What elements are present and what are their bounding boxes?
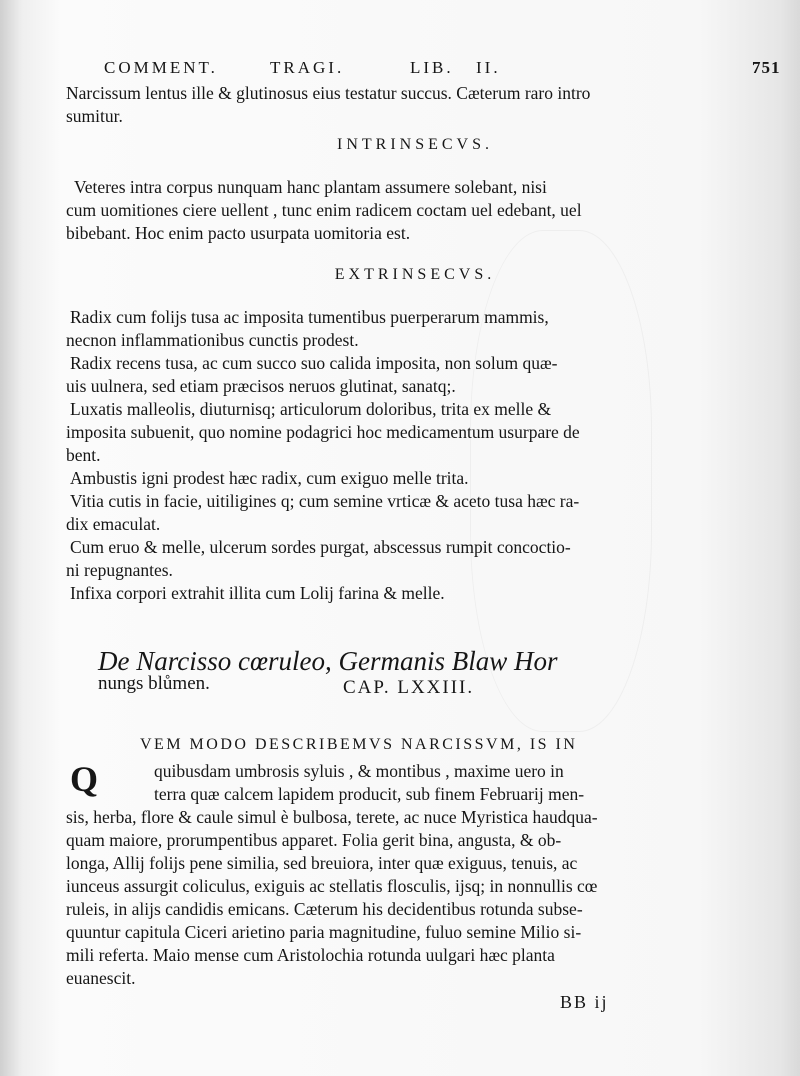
text-line: Radix recens tusa, ac cum succo suo calida imposita, non solum quæ- [70, 353, 558, 373]
text-line: bibebant. Hoc enim pacto usurpata uomitoria est. [66, 223, 411, 243]
drop-capital: Q [70, 759, 99, 799]
chapter-title-continued: nungs blůmen. [98, 673, 210, 694]
text-line: Infixa corpori extrahit illita cum Lolij farina & melle. [70, 583, 445, 603]
text-line: Ambustis igni prodest hæc radix, cum exiguo melle trita. [70, 468, 469, 488]
text-line: sumitur. [66, 106, 123, 126]
text-line: ni repugnantes. [66, 560, 173, 580]
text-line: ruleis, in alijs candidis emicans. Cæterum his decidentibus rotunda subse- [66, 899, 583, 919]
running-header [104, 56, 781, 84]
text-line: uis uulnera, sed etiam præcisos neruos glutinat, sanatq;. [66, 376, 456, 396]
page-number: 751 [752, 58, 781, 77]
text-line: iunceus assurgit coliculus, exiguis ac stellatis flosculis, ijsq; in nonnullis cœ [66, 876, 598, 896]
signature-mark: BB ij [560, 992, 609, 1012]
header-title: COMMENT. [104, 58, 218, 77]
chapter-number: CAP. LXXIII. [343, 677, 475, 698]
intro-paragraph [66, 82, 656, 128]
text-line: Luxatis malleolis, diuturnisq; articulorum doloribus, trita ex melle & [70, 399, 552, 419]
text-line: necnon inflammationibus cunctis prodest. [66, 330, 359, 350]
text-line: bent. [66, 445, 101, 465]
chapter-title: De Narcisso cœruleo, Germanis Blaw Hor [98, 646, 558, 676]
chapter-heading [98, 646, 658, 698]
text-line: mili referta. Maio mense cum Aristolochia rotunda uulgari hæc planta [66, 945, 555, 965]
text-line: quam maiore, prorumpentibus apparet. Folia gerit bina, angusta, & ob- [66, 830, 562, 850]
text-line: quuntur capitula Ciceri arietino paria magnitudine, fuluo semine Milio si- [66, 922, 582, 942]
section-heading-extrinsecus: EXTRINSECVS. [334, 266, 496, 283]
text-line: sis, herba, flore & caule simul è bulbosa, terete, ac nuce Myristica haudqua- [66, 807, 598, 827]
text-line: longa, Allij folijs pene similia, sed breuiora, inter quæ exiguus, tenuis, ac [66, 853, 578, 873]
text-line: Veteres intra corpus nunquam hanc plantam assumere solebant, nisi [74, 177, 547, 197]
text-line: quibusdam umbrosis syluis , & montibus , maxime uero in [154, 761, 564, 781]
text-line: imposita subuenit, quo nomine podagrici hoc medicamentum usurpare de [66, 422, 580, 442]
text-line: Vitia cutis in facie, uitiligines q; cum semine vrticæ & aceto tusa hæc ra- [70, 491, 580, 511]
text-line: Radix cum folijs tusa ac imposita tumentibus puerperarum mammis, [70, 307, 549, 327]
text-line: cum uomitiones ciere uellent , tunc enim radicem coctam uel edebant, uel [66, 200, 582, 220]
text-line: terra quæ calcem lapidem producit, sub finem Februarij men- [154, 784, 585, 804]
header-book-number: II. [476, 58, 501, 77]
header-author: TRAGI. [270, 58, 345, 77]
text-line: Narcissum lentus ille & glutinosus eius testatur succus. Cæterum raro intro [66, 83, 591, 103]
text-line: dix emaculat. [66, 514, 161, 534]
extrinsecus-paragraphs [66, 306, 656, 605]
header-book-label: LIB. [410, 58, 454, 77]
section-heading-intrinsecus: INTRINSECVS. [336, 136, 493, 153]
opening-line: VEM MODO DESCRIBEMVS NARCISSVM, IS IN [140, 736, 578, 753]
chapter-body [66, 760, 656, 990]
text-line: euanescit. [66, 968, 136, 988]
text-line: Cum eruo & melle, ulcerum sordes purgat, abscessus rumpit concoctio- [70, 537, 571, 557]
intrinsecus-paragraph [66, 176, 656, 245]
